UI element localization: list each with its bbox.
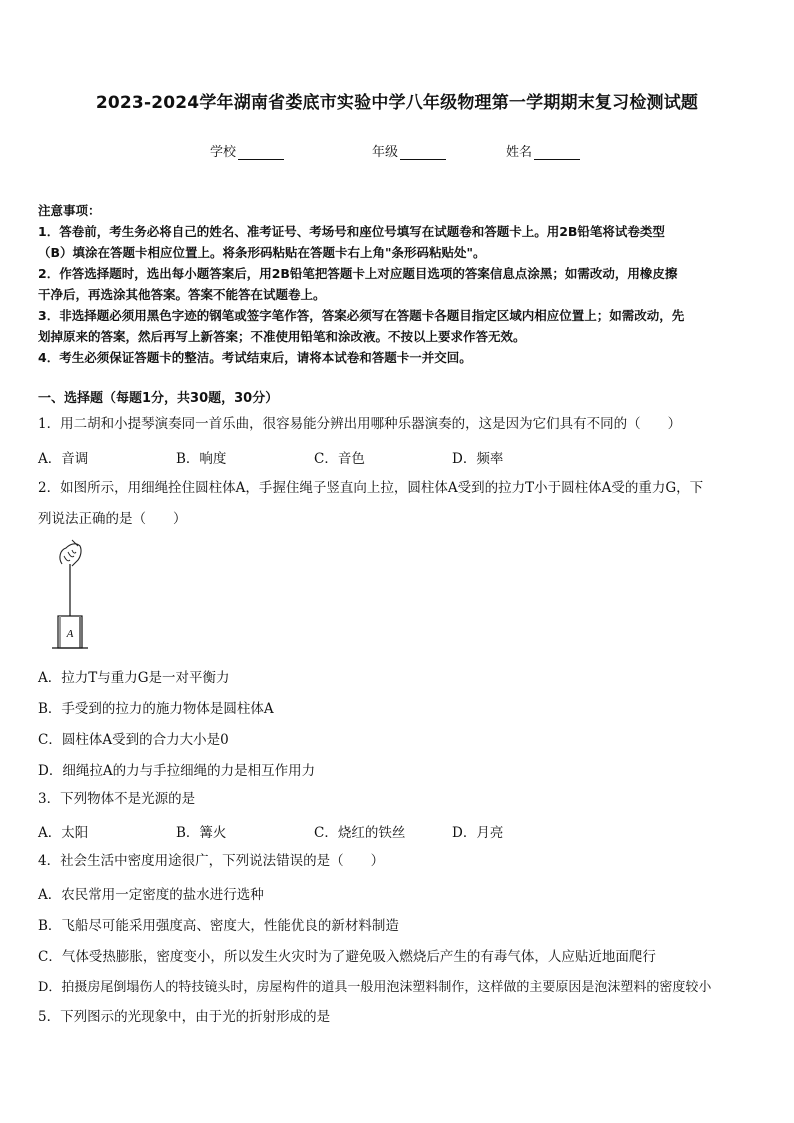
question-1-option-d[interactable]: D．频率 — [452, 451, 504, 467]
name-field — [506, 141, 580, 160]
school-field — [210, 141, 284, 160]
question-3-option-b[interactable]: B．篝火 — [176, 825, 227, 841]
notes-line: 干净后，再选涂其他答案。答案不能答在试题卷上。 — [38, 287, 326, 302]
student-info-row — [0, 141, 794, 161]
cylinder-label: A — [66, 628, 74, 640]
notes-line: 2．作答选择题时，选出每小题答案后，用2B铅笔把答题卡上对应题目选项的答案信息点涂黑；如需改动，用橡皮擦 — [38, 266, 678, 281]
question-4-stem: 4．社会生活中密度用途很广，下列说法错误的是（ ） — [38, 853, 385, 869]
question-2-option-d[interactable]: D．细绳拉A的力与手拉细绳的力是相互作用力 — [38, 763, 316, 779]
question-5-stem: 5．下列图示的光现象中，由于光的折射形成的是 — [38, 1009, 331, 1025]
section-heading: 一、选择题（每题1分，共30题，30分） — [38, 391, 279, 406]
question-2-stem: 2．如图所示，用细绳拴住圆柱体A，手握住绳子竖直向上拉，圆柱体A受到的拉力T小于圆柱体A受的重力G，下 — [38, 480, 704, 496]
question-2-option-b[interactable]: B．手受到的拉力的施力物体是圆柱体A — [38, 701, 274, 717]
school-blank[interactable] — [238, 146, 284, 160]
grade-label: 年级 — [372, 145, 399, 160]
name-blank[interactable] — [534, 146, 580, 160]
name-label: 姓名 — [506, 145, 533, 160]
question-3-stem: 3．下列物体不是光源的是 — [38, 791, 196, 807]
hand-pulling-cylinder-figure — [48, 538, 98, 653]
notes-line: 划掉原来的答案，然后再写上新答案；不准使用铅笔和涂改液。不按以上要求作答无效。 — [38, 329, 526, 344]
question-2-stem: 列说法正确的是（ ） — [38, 511, 187, 527]
question-4-option-b[interactable]: B．飞船尽可能采用强度高、密度大，性能优良的新材料制造 — [38, 918, 399, 934]
grade-field — [372, 141, 446, 160]
grade-blank[interactable] — [400, 146, 446, 160]
notes-heading: 注意事项： — [38, 203, 101, 218]
question-1-option-b[interactable]: B．响度 — [176, 451, 227, 467]
question-3-option-d[interactable]: D．月亮 — [452, 825, 504, 841]
question-4-option-d[interactable]: D．拍摄房尾倒塌伤人的特技镜头时，房屋构件的道具一般用泡沫塑料制作，这样做的主要原因是泡沫塑料的密度较小 — [38, 980, 712, 995]
page-title: 2023-2024学年湖南省娄底市实验中学八年级物理第一学期期末复习检测试题 — [95, 93, 699, 113]
question-1-option-c[interactable]: C．音色 — [314, 451, 365, 467]
school-label: 学校 — [210, 145, 237, 160]
notes-line: 1．答卷前，考生务必将自己的姓名、准考证号、考场号和座位号填写在试题卷和答题卡上。用2B铅笔将试卷类型 — [38, 224, 665, 239]
question-2-option-c[interactable]: C．圆柱体A受到的合力大小是0 — [38, 732, 229, 748]
notes-line: 4．考生必须保证答题卡的整洁。考试结束后，请将本试卷和答题卡一并交回。 — [38, 350, 472, 365]
notes-line: （B）填涂在答题卡相应位置上。将条形码粘贴在答题卡右上角"条形码粘贴处"。 — [38, 245, 486, 260]
notes-line: 3．非选择题必须用黑色字迹的钢笔或签字笔作答，答案必须写在答题卡各题目指定区域内相应位置上；如需改动，先 — [38, 308, 685, 323]
question-4-option-a[interactable]: A．农民常用一定密度的盐水进行选种 — [38, 887, 264, 903]
hand-icon — [60, 544, 81, 566]
question-1-stem: 1．用二胡和小提琴演奏同一首乐曲，很容易能分辨出用哪种乐器演奏的，这是因为它们具有不同的（ ） — [38, 416, 682, 432]
question-3-option-a[interactable]: A．太阳 — [38, 825, 89, 841]
question-2-option-a[interactable]: A．拉力T与重力G是一对平衡力 — [38, 670, 230, 686]
question-4-option-c[interactable]: C．气体受热膨胀，密度变小，所以发生火灾时为了避免吸入燃烧后产生的有毒气体，人应贴近地面爬行 — [38, 949, 656, 965]
question-1-option-a[interactable]: A．音调 — [38, 451, 89, 467]
question-3-option-c[interactable]: C．烧红的铁丝 — [314, 825, 406, 841]
